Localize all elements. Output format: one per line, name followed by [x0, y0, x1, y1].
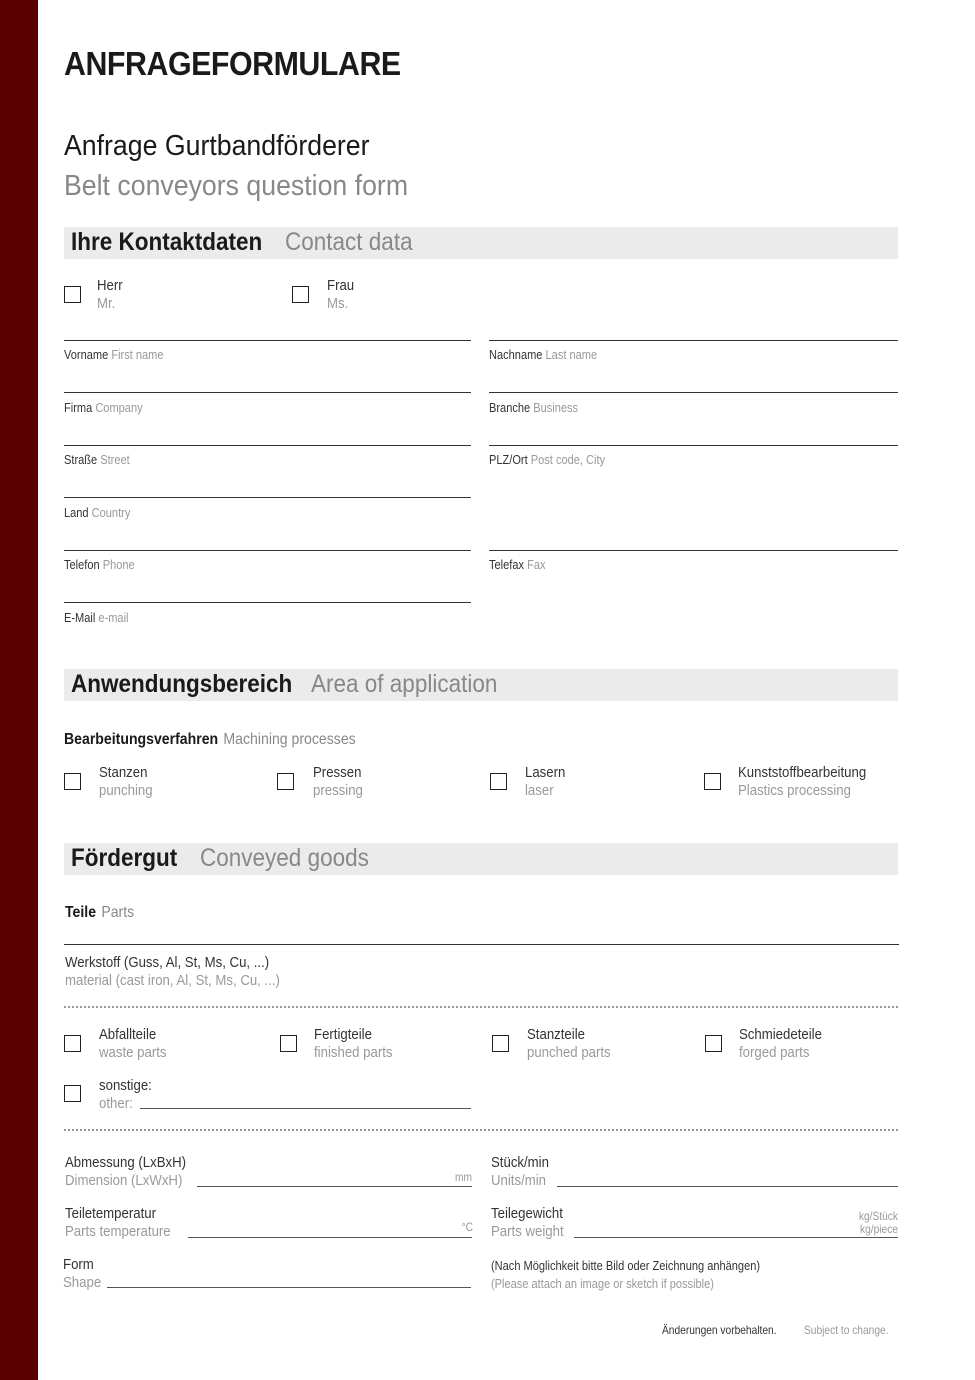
- dimension-label: Abmessung (LxBxH) Dimension (LxWxH): [65, 1154, 187, 1189]
- material-input[interactable]: [64, 944, 899, 945]
- street-label: Straße Street: [64, 452, 130, 467]
- plastics-label: Kunststoffbearbeitung Plastics processing: [738, 764, 867, 799]
- other-label: sonstige: other:: [99, 1077, 152, 1112]
- temperature-unit: °C: [461, 1220, 473, 1234]
- fax-input[interactable]: [489, 550, 898, 551]
- application-section-header: [64, 669, 898, 701]
- waste-parts-label: Abfallteile waste parts: [99, 1026, 167, 1061]
- rate-label: Stück/min Units/min: [491, 1154, 549, 1189]
- fax-label: Telefax Fax: [489, 557, 546, 572]
- attachment-note: (Nach Möglichkeit bitte Bild oder Zeichnung anhängen) (Please attach an image or sketch if possible): [491, 1258, 761, 1291]
- dimension-unit: mm: [455, 1170, 472, 1184]
- checkbox-punched-parts[interactable]: [492, 1035, 509, 1052]
- weight-unit: kg/Stück kg/piece: [858, 1209, 898, 1236]
- country-input[interactable]: [64, 497, 471, 498]
- country-label: Land Country: [64, 505, 131, 520]
- shape-input[interactable]: [107, 1287, 471, 1288]
- punched-parts-label: Stanzteile punched parts: [527, 1026, 611, 1061]
- laser-label: Lasern laser: [525, 764, 566, 799]
- goods-section-header: [64, 843, 898, 875]
- phone-label: Telefon Phone: [64, 557, 135, 572]
- checkbox-laser[interactable]: [490, 773, 507, 790]
- punching-label: Stanzen punching: [99, 764, 153, 799]
- footer-note-en: Subject to change.: [804, 1323, 889, 1337]
- street-input[interactable]: [64, 445, 471, 446]
- email-input[interactable]: [64, 602, 471, 603]
- section-heading: Ihre Kontaktdaten: [71, 228, 263, 256]
- business-label: Branche Business: [489, 400, 579, 415]
- rate-input[interactable]: [557, 1186, 898, 1187]
- email-label: E-Mail e-mail: [64, 610, 129, 625]
- divider: [64, 1006, 898, 1008]
- parts-subheading: Teile Parts: [65, 904, 135, 921]
- forged-parts-label: Schmiedeteile forged parts: [739, 1026, 822, 1061]
- dimension-input[interactable]: [197, 1186, 472, 1187]
- checkbox-finished-parts[interactable]: [280, 1035, 297, 1052]
- company-label: Firma Company: [64, 400, 143, 415]
- checkbox-other[interactable]: [64, 1085, 81, 1102]
- form-title-en: Belt conveyors question form: [64, 170, 409, 202]
- document-title: ANFRAGEFORMULARE: [64, 45, 401, 82]
- business-input[interactable]: [489, 392, 898, 393]
- pressing-label: Pressen pressing: [313, 764, 363, 799]
- footer-note: Änderungen vorbehalten.: [662, 1323, 777, 1337]
- weight-input[interactable]: [574, 1237, 898, 1238]
- section-heading: Anwendungsbereich: [71, 670, 293, 698]
- company-input[interactable]: [64, 392, 471, 393]
- checkbox-mr[interactable]: [64, 286, 81, 303]
- lastname-input[interactable]: [489, 340, 898, 341]
- material-label: Werkstoff (Guss, Al, St, Ms, Cu, ...) material (cast iron, Al, St, Ms, Cu, ...): [65, 954, 280, 989]
- city-label: PLZ/Ort Post code, City: [489, 452, 606, 467]
- weight-label: Teilegewicht Parts weight: [491, 1205, 564, 1240]
- checkbox-pressing[interactable]: [277, 773, 294, 790]
- other-input[interactable]: [140, 1108, 471, 1109]
- finished-parts-label: Fertigteile finished parts: [314, 1026, 393, 1061]
- temperature-label: Teiletemperatur Parts temperature: [65, 1205, 171, 1240]
- contact-section-header: [64, 227, 898, 259]
- lastname-label: Nachname Last name: [489, 347, 598, 362]
- section-heading: Fördergut: [71, 844, 178, 872]
- section-heading-en: Contact data: [285, 228, 413, 256]
- checkbox-plastics[interactable]: [704, 773, 721, 790]
- checkbox-ms[interactable]: [292, 286, 309, 303]
- phone-input[interactable]: [64, 550, 471, 551]
- firstname-input[interactable]: [64, 340, 471, 341]
- checkbox-waste-parts[interactable]: [64, 1035, 81, 1052]
- divider: [64, 1129, 898, 1131]
- checkbox-punching[interactable]: [64, 773, 81, 790]
- machining-subheading: Bearbeitungsverfahren Machining processes: [64, 731, 356, 748]
- form-title: Anfrage Gurtbandförderer: [64, 130, 370, 162]
- sidebar-stripe: [0, 0, 38, 1380]
- section-heading-en: Conveyed goods: [200, 844, 369, 872]
- salutation-mr-label: Herr Mr.: [97, 277, 123, 312]
- firstname-label: Vorname First name: [64, 347, 164, 362]
- temperature-input[interactable]: [188, 1237, 472, 1238]
- section-heading-en: Area of application: [311, 670, 498, 698]
- city-input[interactable]: [489, 445, 898, 446]
- salutation-ms-label: Frau Ms.: [327, 277, 355, 312]
- checkbox-forged-parts[interactable]: [705, 1035, 722, 1052]
- shape-label: Form Shape: [63, 1256, 102, 1291]
